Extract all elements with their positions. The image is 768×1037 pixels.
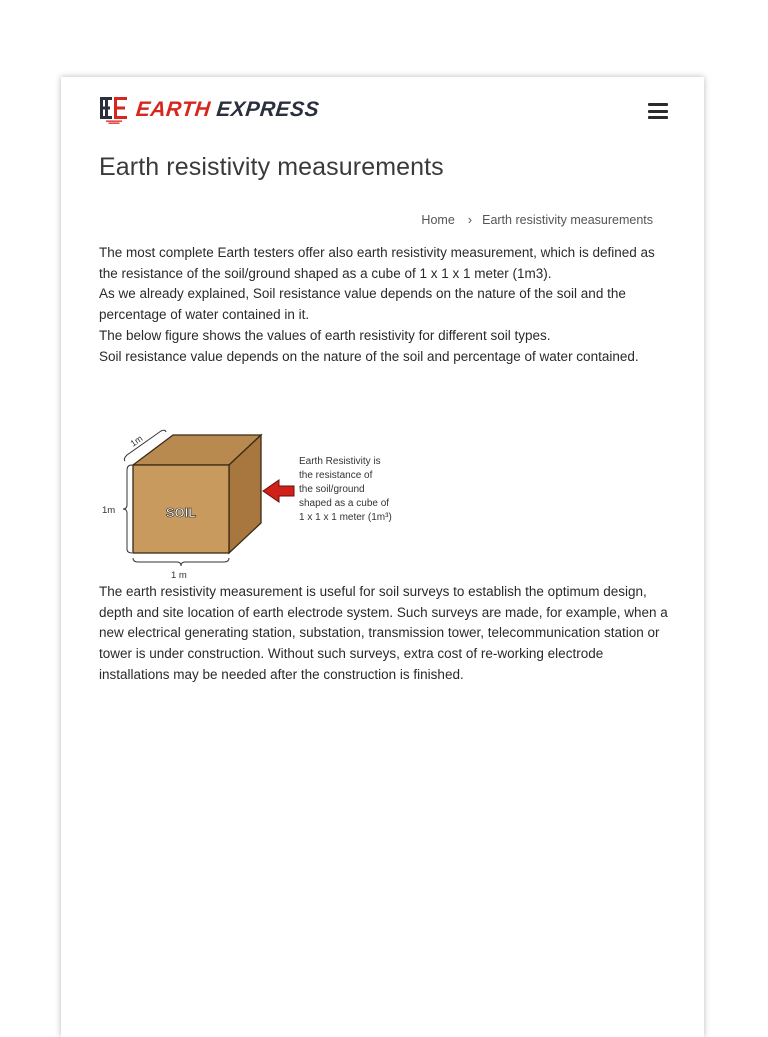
closing-paragraph: The earth resistivity measurement is useful for soil surveys to establish the optimum design, depth and site location of earth electrode system. Such surveys are made, for example, when a new electrical generating station, substation, transmission tower, telecommunication station or tower is under construction. Without such surveys, extra cost of re-working electrode installations may be needed after the construction is finished.	[99, 584, 668, 682]
logo-mark-icon	[99, 95, 129, 125]
figure-caption-line: the soil/ground	[299, 484, 365, 495]
intro-line: The below figure shows the values of earth resistivity for different soil types.	[99, 327, 551, 343]
breadcrumb-home-link[interactable]: Home	[421, 212, 455, 227]
dim-width-label: 1 m	[171, 570, 187, 581]
intro-line: As we already explained, Soil resistance value depends on the nature of the soil and the percentage of water contained in it.	[99, 286, 626, 323]
intro-text	[99, 243, 674, 367]
height-bracket	[123, 465, 132, 553]
logo-word-express: EXPRESS	[215, 98, 321, 121]
logo-word-earth: EARTH	[134, 98, 212, 121]
page-card	[61, 77, 704, 1037]
dim-depth-label: 1m	[128, 433, 145, 449]
figure-caption-line: Earth Resistivity is	[299, 456, 381, 467]
red-arrow-icon	[263, 480, 294, 502]
breadcrumb-current: Earth resistivity measurements	[482, 212, 653, 227]
figure-caption-line: 1 x 1 x 1 meter (1m³)	[299, 512, 392, 523]
hamburger-menu-icon[interactable]	[648, 103, 668, 121]
earth-express-logo[interactable]	[99, 95, 319, 125]
figure-caption-line: shaped as a cube of	[299, 498, 390, 509]
chevron-right-icon: ›	[467, 212, 473, 227]
intro-line: The most complete Earth testers offer also earth resistivity measurement, which is defined as the resistance of the soil/ground shaped as a cube of 1 x 1 x 1 meter (1m3).	[99, 245, 655, 281]
width-bracket	[133, 558, 229, 566]
breadcrumb	[421, 212, 653, 227]
soil-label: SOIL	[165, 505, 197, 520]
intro-line: Soil resistance value depends on the nature of the soil and percentage of water contained.	[99, 348, 639, 364]
dim-height-label: 1m	[102, 505, 116, 516]
figure-caption-line: the resistance of	[299, 470, 373, 481]
page-title: Earth resistivity measurements	[99, 153, 444, 181]
soil-cube-figure	[99, 425, 419, 585]
